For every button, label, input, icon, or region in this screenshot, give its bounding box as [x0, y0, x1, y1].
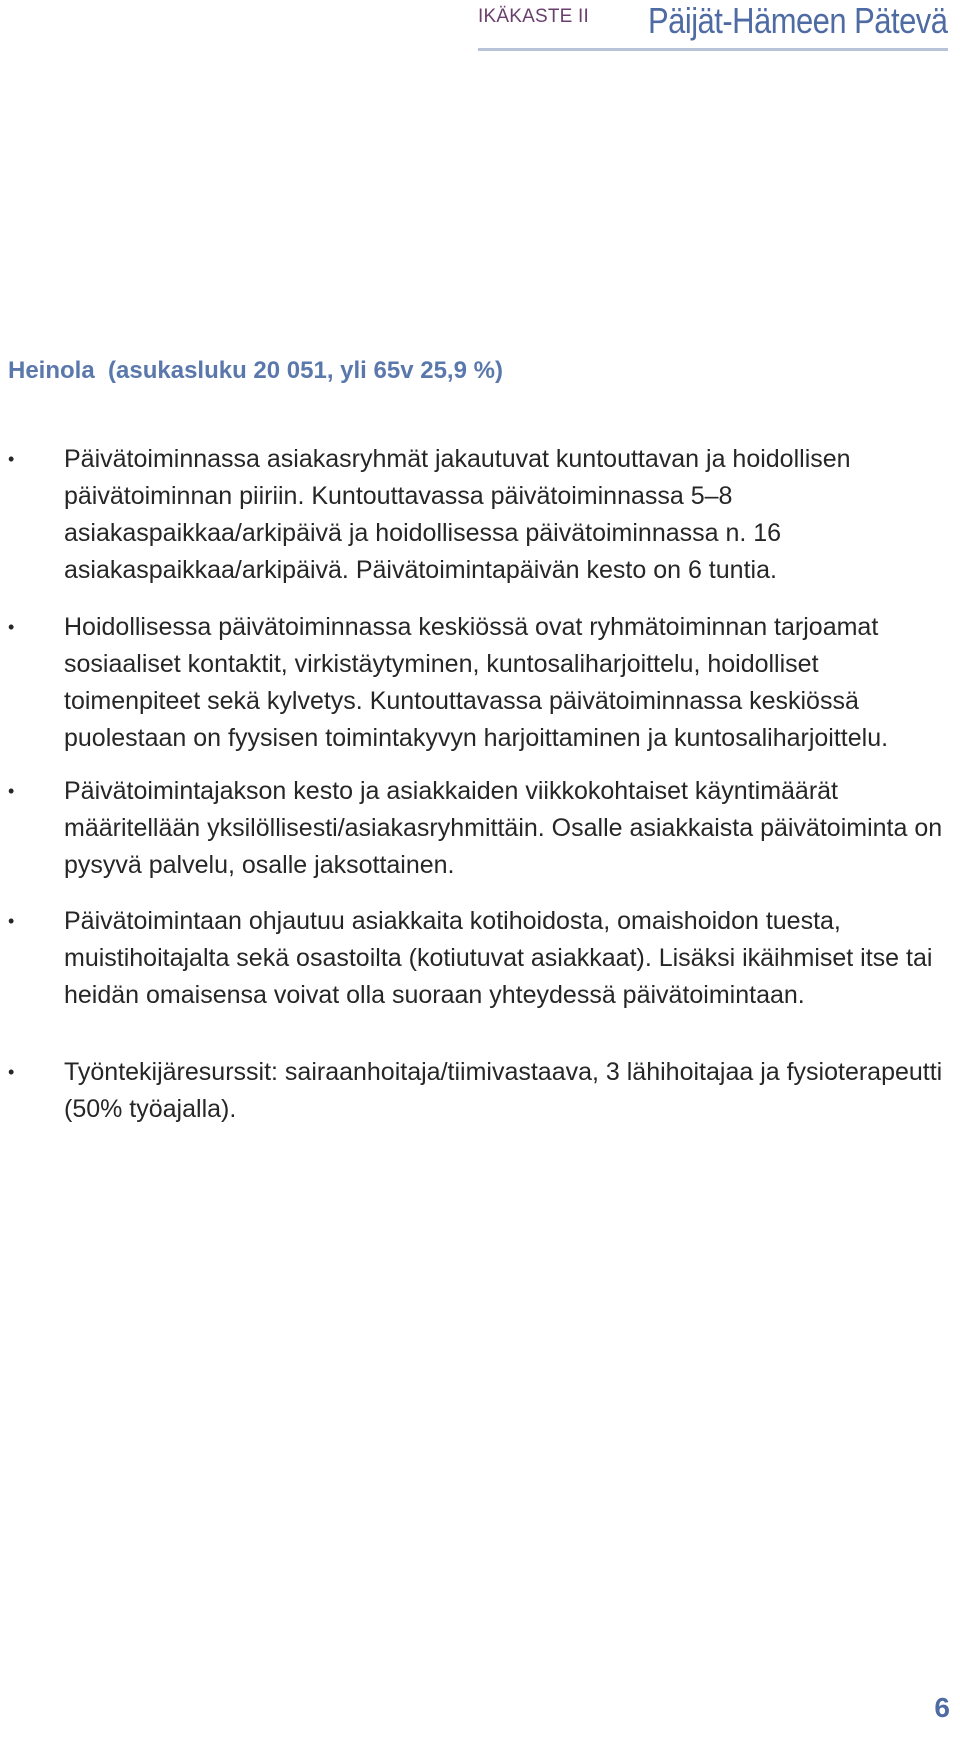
list-item-text: Päivätoimintaan ohjautuu asiakkaita kotihoidosta, omaishoidon tuesta, muistihoitajalta sekä osastoilta (kotiutuvat asiakkaat). Lisäksi ikäihmiset itse tai heidän omaisensa voivat olla suoraan yhteydessä päivätoimintaan. — [64, 907, 933, 1009]
list-item — [8, 773, 948, 884]
list-item-text: Päivätoimintajakson kesto ja asiakkaiden viikkokohtaiset käyntimäärät määritellään yksilöllisesti/asiakasryhmittäin. Osalle asiakkaista päivätoiminta on pysyvä palvelu, osalle jaksottainen. — [64, 777, 943, 879]
bullet-icon: • — [8, 781, 15, 801]
list-item — [8, 609, 948, 757]
list-item — [8, 903, 948, 1014]
header-title: Päijät-Hämeen Pätevä — [648, 0, 948, 41]
bullet-icon: • — [8, 1062, 15, 1082]
list-item — [8, 441, 948, 589]
list-item-text: Päivätoiminnassa asiakasryhmät jakautuvat kuntouttavan ja hoidollisen päivätoiminnan piiriin. Kuntouttavassa päivätoiminnassa 5–8 asiakaspaikkaa/arkipäivä ja hoidollisessa päivätoiminnassa n. 16 asiakaspaikkaa/arkipäivä. Päivätoimintapäivän kesto on 6 tuntia. — [64, 445, 851, 584]
list-item-text: Hoidollisessa päivätoiminnassa keskiössä ovat ryhmätoiminnan tarjoamat sosiaaliset kontaktit, virkistäytyminen, kuntosaliharjoittelu, hoidolliset toimenpiteet sekä kylvetys. Kuntouttavassa päivätoiminnassa keskiössä puolestaan on fyysisen toimintakyvyn harjoittaminen ja kuntosaliharjoittelu. — [64, 613, 889, 752]
list-item-text: Työntekijäresurssit: sairaanhoitaja/tiimivastaava, 3 lähihoitajaa ja fysioterapeutti (50% työajalla). — [64, 1058, 943, 1123]
bullet-list — [8, 441, 948, 1128]
bullet-icon: • — [8, 449, 15, 469]
list-item — [8, 1054, 948, 1128]
bullet-icon: • — [8, 617, 15, 637]
header-label: IKÄKASTE II — [478, 6, 589, 27]
bullet-icon: • — [8, 911, 15, 931]
section-heading: Heinola (asukasluku 20 051, yli 65v 25,9 %) — [8, 357, 503, 384]
page-number: 6 — [934, 1692, 950, 1723]
header-divider — [478, 48, 948, 51]
